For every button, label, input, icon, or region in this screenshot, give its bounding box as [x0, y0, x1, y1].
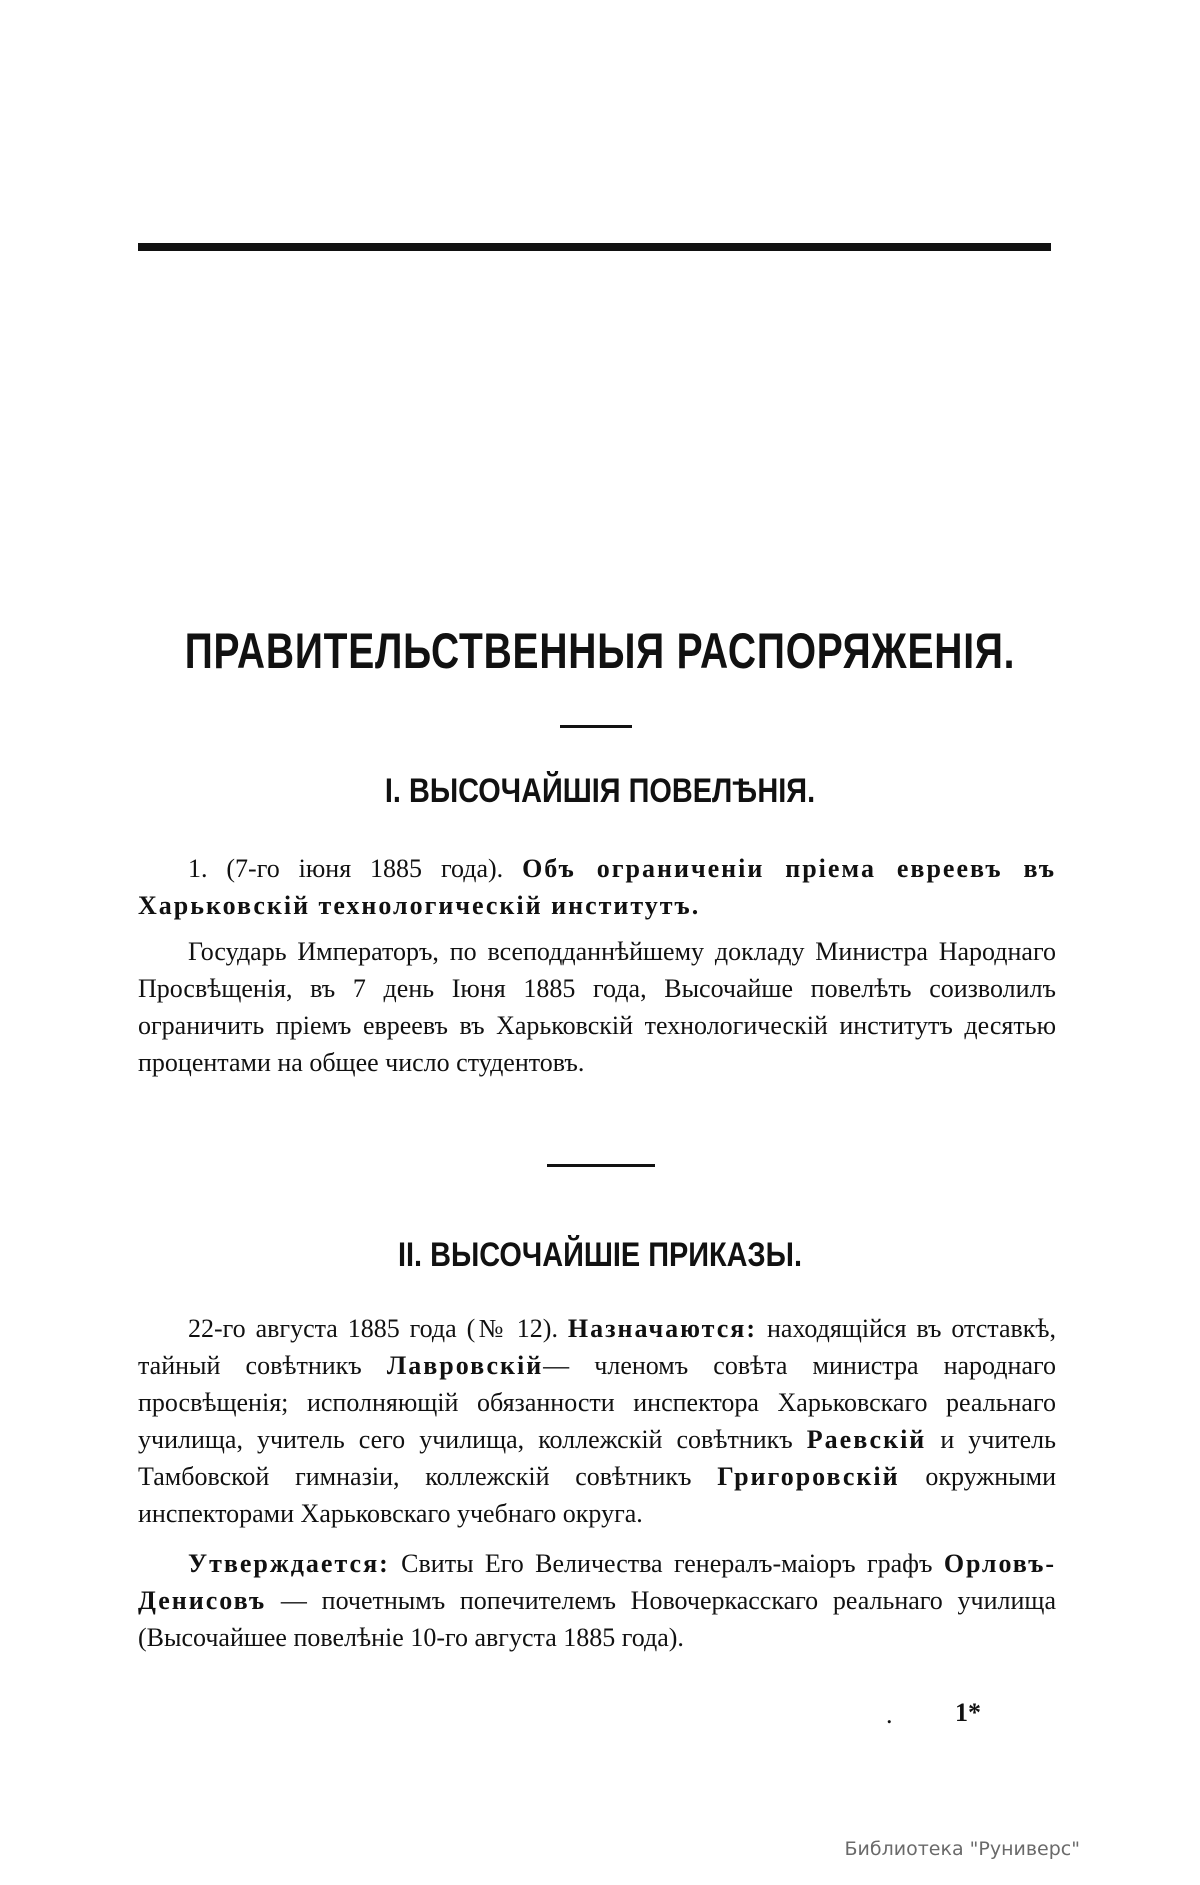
- section-heading-1: I. ВЫСОЧАЙШIЯ ПОВЕЛѢНIЯ.: [384, 772, 816, 810]
- order-text: — членомъ совѣта министра народнаго просвѣщенiя; исполняющiй обязанности инспектора Харьковскаго реальнаго училища, учитель сего училища, коллежскiй совѣтникъ: [138, 1351, 1057, 1454]
- page-dot: .: [886, 1700, 893, 1729]
- order-appointments: [138, 1310, 1056, 1532]
- order-paragraph-2: [138, 1545, 1056, 1656]
- order-paragraph-1: [138, 1310, 1056, 1532]
- decree-item-title-paragraph: [138, 850, 1056, 924]
- person-name: Раевскiй: [806, 1425, 927, 1454]
- label-confirm: Утверждается:: [188, 1549, 390, 1578]
- decree-item: [138, 850, 1056, 1081]
- divider: [560, 725, 632, 728]
- section-heading-2: II. ВЫСОЧАЙШIЕ ПРИКАЗЫ.: [397, 1236, 802, 1274]
- label-appoint: Назначаются:: [567, 1314, 758, 1343]
- order-text: и учитель Тамбовской гимназiи, коллежскiй совѣтникъ: [138, 1425, 1057, 1491]
- person-name: Лавровскiй: [386, 1351, 544, 1380]
- order-text: Свиты Его Величества генералъ-маiоръ графъ: [401, 1549, 933, 1578]
- signature-mark: 1*: [955, 1698, 981, 1727]
- divider: [547, 1164, 655, 1167]
- library-watermark: Библиотека "Руниверс": [844, 1838, 1080, 1860]
- order-text: окружными инспекторами Харьковскаго учебнаго округа.: [138, 1462, 1057, 1528]
- top-rule: [138, 243, 1051, 251]
- page-title: ПРАВИТЕЛЬСТВЕННЫЯ РАСПОРЯЖЕНIЯ.: [184, 623, 1016, 679]
- decree-body: Государь Императоръ, по всеподданнѣйшему докладу Министра Народнаго Просвѣщенiя, въ 7 день Iюня 1885 года, Высочайше повелѣть соизволилъ ограничить прiемъ евреевъ въ Харьковскiй технологическiй институтъ десятью процентами на общее число студентовъ.: [138, 937, 1056, 1077]
- decree-title: Объ ограниченiи прiема евреевъ въ Харьковскiй технологическiй институтъ.: [138, 854, 1056, 920]
- person-name: Орловъ-Денисовъ: [138, 1549, 1057, 1615]
- order-text: находящiйся въ отставкѣ, тайный совѣтникъ: [138, 1314, 1057, 1380]
- decree-date: 1. (7-го iюня 1885 года).: [188, 854, 504, 883]
- order-text: — почетнымъ попечителемъ Новочеркасскаго реальнаго училища (Высочайшее повелѣнiе 10-го августа 1885 года).: [138, 1586, 1056, 1652]
- person-name: Григоровскiй: [717, 1462, 900, 1491]
- order-date: 22-го августа 1885 года (№ 12).: [188, 1314, 558, 1343]
- order-confirmation: [138, 1545, 1056, 1656]
